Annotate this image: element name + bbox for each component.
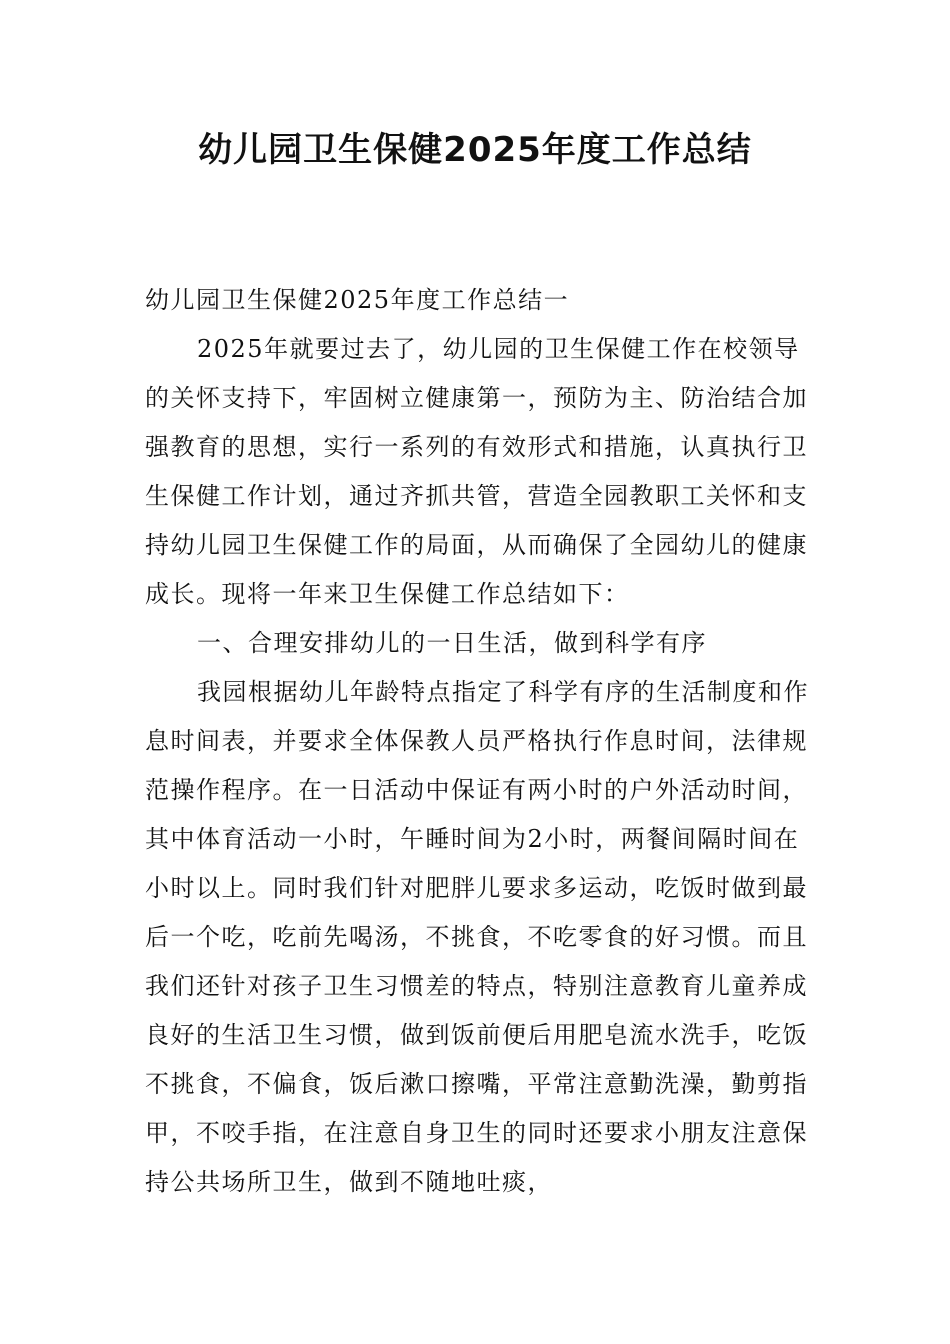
document-subtitle: 幼儿园卫生保健2025年度工作总结一 [145, 286, 570, 314]
paragraph-section-1: 我园根据幼儿年龄特点指定了科学有序的生活制度和作息时间表，并要求全体保教人员严格执行作息时间，法律规范操作程序。在一日活动中保证有两小时的户外活动时间，其中体育活动一小时，午睡时间为2小时，两餐间隔时间在小时以上。同时我们针对肥胖儿要求多运动，吃饭时做到最后一个吃，吃前先喝汤，不挑食，不吃零食的好习惯。而且我们还针对孩子卫生习惯差的特点，特别注意教育儿童养成良好的生活卫生习惯，做到饭前便后用肥皂流水洗手，吃饭不挑食，不偏食，饭后漱口擦嘴，平常注意勤洗澡，勤剪指甲，不咬手指，在注意自身卫生的同时还要求小朋友注意保持公共场所卫生，做到不随地吐痰， [145, 678, 809, 1196]
document-title: 幼儿园卫生保健2025年度工作总结 [198, 130, 752, 170]
section-heading-1: 一、合理安排幼儿的一日生活，做到科学有序 [197, 629, 707, 657]
document-body [145, 276, 815, 1207]
paragraph-intro: 2025年就要过去了，幼儿园的卫生保健工作在校领导的关怀支持下，牢固树立健康第一，预防为主、防治结合加强教育的思想，实行一系列的有效形式和措施，认真执行卫生保健工作计划，通过齐抓共管，营造全园教职工关怀和支持幼儿园卫生保健工作的局面，从而确保了全园幼儿的健康成长。现将一年来卫生保健工作总结如下： [145, 335, 808, 608]
